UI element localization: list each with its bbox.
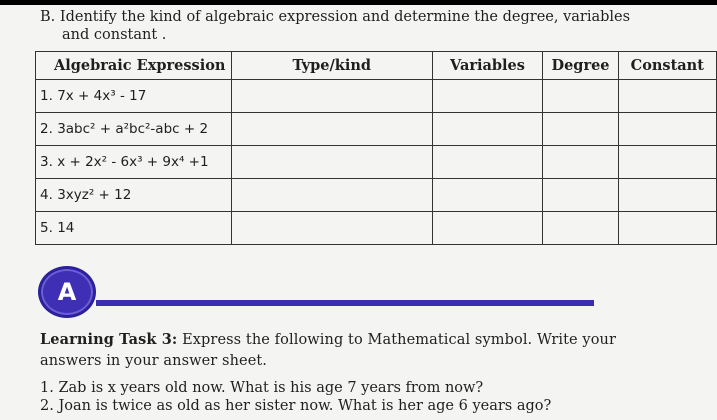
expression-cell: [36, 113, 232, 146]
type-cell[interactable]: [232, 113, 433, 146]
expression-cell: [36, 146, 232, 179]
expression-text: 3xyz² + 12: [57, 187, 132, 203]
degree-cell[interactable]: [543, 179, 618, 212]
learning-task: [40, 329, 650, 372]
constant-cell[interactable]: [618, 80, 716, 113]
header-type-kind: Type/kind: [232, 52, 433, 80]
question-number: 1.: [40, 380, 54, 396]
variables-cell[interactable]: [432, 212, 543, 245]
variables-cell[interactable]: [432, 80, 543, 113]
type-cell[interactable]: [232, 179, 433, 212]
table-header-row: [36, 52, 717, 80]
constant-cell[interactable]: [618, 113, 716, 146]
type-cell[interactable]: [232, 212, 433, 245]
instructions: [40, 8, 660, 44]
row-number: 1.: [40, 88, 53, 104]
variables-cell[interactable]: [432, 179, 543, 212]
degree-cell[interactable]: [543, 113, 618, 146]
row-number: 2.: [40, 121, 53, 137]
table-row: [36, 179, 717, 212]
top-border: [0, 0, 717, 5]
expression-cell: [36, 179, 232, 212]
section-badge-a: A: [38, 266, 96, 318]
instructions-line-1: B. Identify the kind of algebraic expression and determine the degree, variables: [40, 9, 631, 25]
degree-cell[interactable]: [543, 212, 618, 245]
question-text: Joan is twice as old as her sister now. What is her age 6 years ago?: [58, 398, 552, 414]
constant-cell[interactable]: [618, 146, 716, 179]
row-number: 4.: [40, 187, 53, 203]
question-text: Zab is x years old now. What is his age 7 years from now?: [58, 380, 484, 396]
question-list: [40, 379, 680, 415]
variables-cell[interactable]: [432, 146, 543, 179]
degree-cell[interactable]: [543, 146, 618, 179]
expression-cell: [36, 80, 232, 113]
expression-text: x + 2x² - 6x³ + 9x⁴ +1: [57, 154, 209, 170]
header-algebraic-expression: Algebraic Expression: [36, 52, 232, 80]
learning-task-label: Learning Task 3:: [40, 331, 178, 348]
table-row: [36, 113, 717, 146]
header-variables: Variables: [432, 52, 543, 80]
table-row: [36, 212, 717, 245]
header-constant: Constant: [618, 52, 716, 80]
header-degree: Degree: [543, 52, 618, 80]
list-item: [40, 397, 680, 415]
row-number: 3.: [40, 154, 53, 170]
expression-text: 7x + 4x³ - 17: [57, 88, 147, 104]
degree-cell[interactable]: [543, 80, 618, 113]
learning-task-text: Express the following to Mathematical symbol. Write your answers in your answer sheet.: [40, 332, 616, 369]
instructions-line-2: and constant .: [62, 27, 167, 43]
expression-table: [35, 51, 717, 245]
row-number: 5.: [40, 220, 53, 236]
variables-cell[interactable]: [432, 113, 543, 146]
list-item: [40, 379, 680, 397]
type-cell[interactable]: [232, 146, 433, 179]
section-divider-line: [96, 300, 594, 306]
type-cell[interactable]: [232, 80, 433, 113]
expression-cell: [36, 212, 232, 245]
constant-cell[interactable]: [618, 212, 716, 245]
table-row: [36, 80, 717, 113]
table-row: [36, 146, 717, 179]
question-number: 2.: [40, 398, 54, 414]
expression-text: 3abc² + a²bc²-abc + 2: [57, 121, 209, 137]
expression-text: 14: [57, 220, 75, 236]
constant-cell[interactable]: [618, 179, 716, 212]
